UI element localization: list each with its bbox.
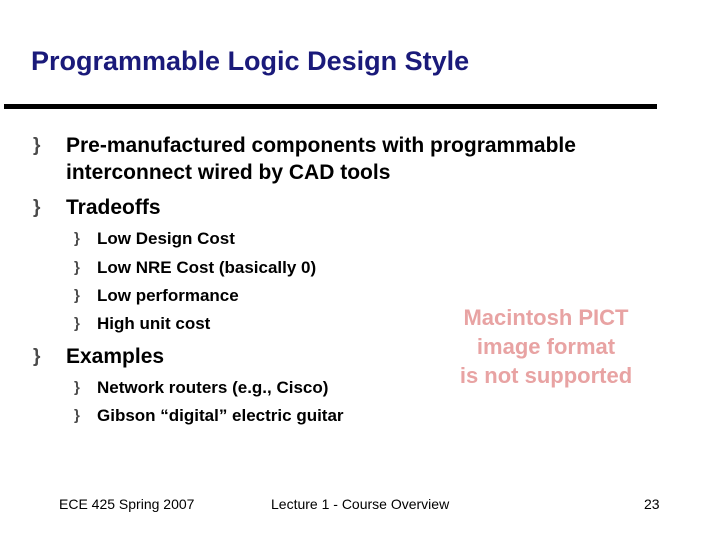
bullet-marker-icon: }	[74, 315, 80, 332]
placeholder-line: image format	[476, 334, 616, 359]
sub-bullet-text: Low NRE Cost (basically 0)	[97, 258, 317, 277]
bullet-text: Tradeoffs	[66, 196, 161, 219]
sub-bullet-example	[74, 377, 328, 399]
unsupported-image-placeholder	[432, 303, 660, 390]
bullet-marker-icon: }	[74, 287, 80, 304]
footer-course: ECE 425 Spring 2007	[59, 496, 195, 512]
bullet-marker-icon: }	[33, 197, 41, 218]
placeholder-line: Macintosh PICT	[463, 305, 629, 330]
bullet-text-line2: interconnect wired by CAD tools	[66, 161, 391, 184]
sub-bullet-tradeoff	[74, 257, 316, 279]
bullet-marker-icon: }	[74, 379, 80, 396]
sub-bullet-example	[74, 405, 344, 427]
sub-bullet-text: Low Design Cost	[97, 229, 235, 248]
sub-bullet-text: Low performance	[97, 286, 239, 305]
bullet-pre-manufactured	[33, 132, 576, 186]
title-divider	[4, 104, 657, 109]
bullet-marker-icon: }	[33, 135, 41, 156]
sub-bullet-text: Network routers (e.g., Cisco)	[97, 378, 329, 397]
footer-page-number: 23	[644, 496, 660, 512]
sub-bullet-tradeoff	[74, 313, 210, 335]
bullet-marker-icon: }	[33, 346, 41, 367]
bullet-marker-icon: }	[74, 259, 80, 276]
bullet-marker-icon: }	[74, 407, 80, 424]
sub-bullet-text: High unit cost	[97, 314, 211, 333]
bullet-text: Examples	[66, 345, 165, 368]
placeholder-line: is not supported	[459, 363, 633, 388]
sub-bullet-tradeoff	[74, 285, 239, 307]
bullet-text-line1: Pre-manufactured components with programmable	[66, 134, 576, 157]
sub-bullet-tradeoff	[74, 228, 235, 250]
sub-bullet-text: Gibson “digital” electric guitar	[97, 406, 344, 425]
footer-lecture: Lecture 1 - Course Overview	[271, 496, 450, 512]
bullet-examples	[33, 343, 164, 370]
slide-title: Programmable Logic Design Style	[31, 46, 470, 76]
bullet-tradeoffs	[33, 194, 161, 221]
bullet-marker-icon: }	[74, 230, 80, 247]
